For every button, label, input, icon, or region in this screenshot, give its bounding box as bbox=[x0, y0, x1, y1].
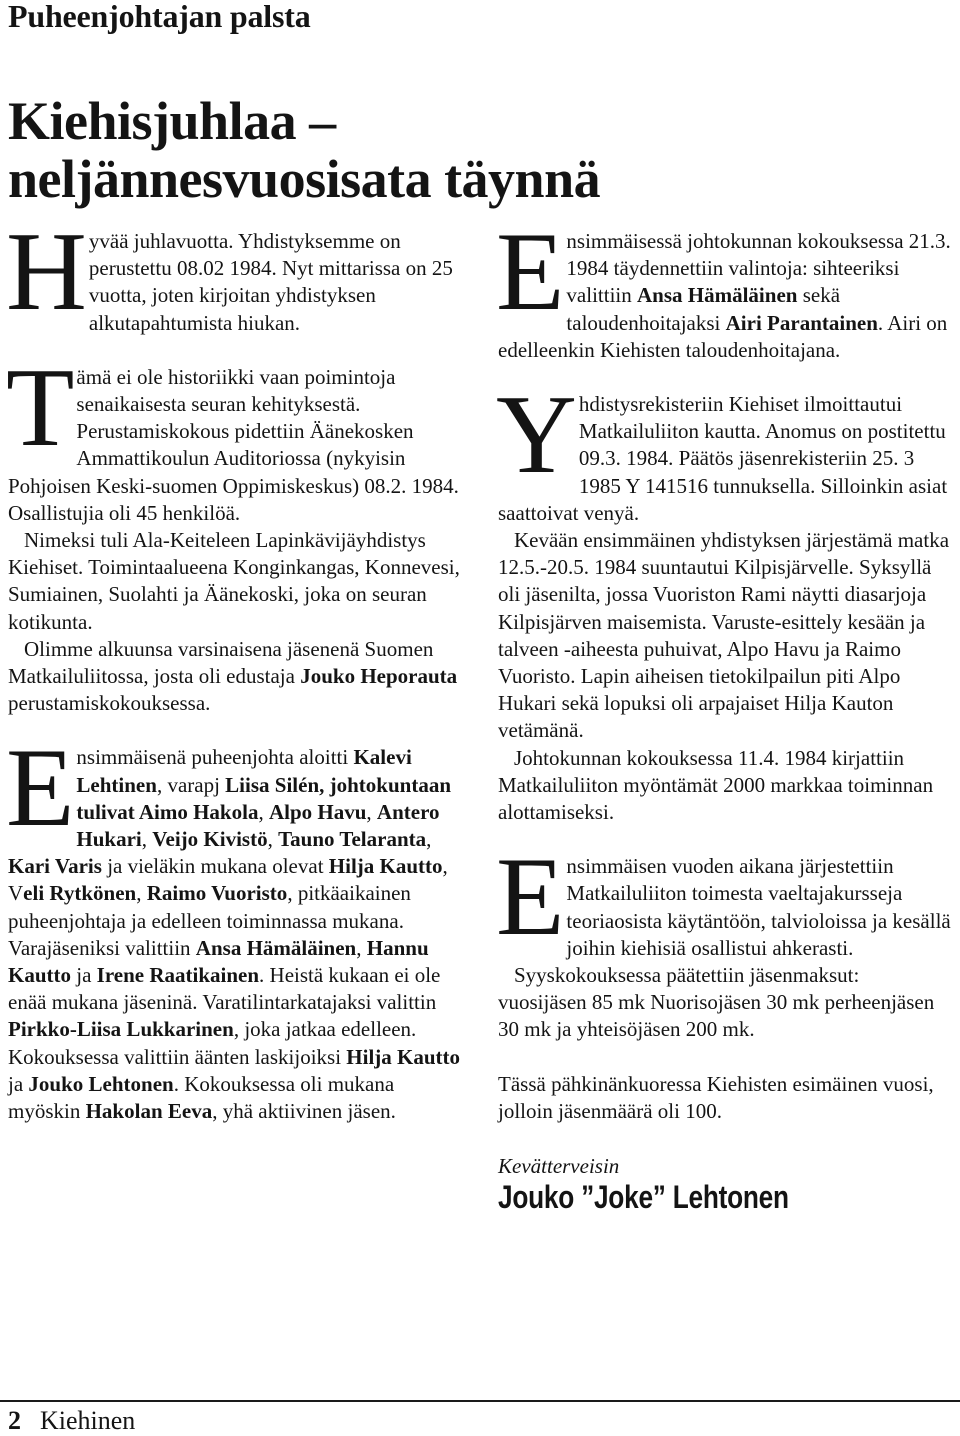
author-signature: Jouko ”Joke” Lehtonen bbox=[498, 1179, 789, 1216]
person-name: Liisa Silén, johtokuntaan tulivat Aimo Hakola bbox=[76, 772, 451, 824]
person-name: Ansa Hämäläinen bbox=[195, 935, 357, 960]
paragraph-registration bbox=[496, 373, 953, 527]
left-column bbox=[6, 210, 464, 1125]
paragraph-text: ämä ei ole historiikki vaan poimintoja senaikaisesta seuran kehityksestä. Perustamiskokous pidettiin Äänekosken Ammattikoulun Auditoriossa (nykyisin Pohjoisen Keski-suomen Oppimiskeskus) 08.2. 1984. Osallistujia oli 45 henkilöä. bbox=[8, 364, 459, 525]
publication-name: Kiehinen bbox=[40, 1406, 136, 1435]
person-name: Hilja Kautto bbox=[346, 1044, 461, 1069]
person-name: Airi Parantainen bbox=[725, 310, 878, 335]
person-name: Pirkko-Liisa Lukkarinen bbox=[8, 1017, 234, 1042]
title-line-1: Kiehisjuhlaa – bbox=[8, 91, 336, 151]
paragraph-first-trip: Kevään ensimmäinen yhdistyksen järjestämä matka 12.5.-20.5. 1984 suuntautui Kilpisjärvelle. Syksyllä oli jäsenilta, jossa Vuoriston Rami näytti diasarjoja Kilpisjärven maisemista. Varuste-esittely kesään ja talveen -aiheesta puhuivat, Alpo Havu ja Raimo Vuoristo. Lapin aiheisen tietokilpailun piti Alpo Hukari sekä lopuksi oli arpajaiset Hilja Kauton vetämänä. bbox=[498, 528, 950, 743]
right-column bbox=[496, 210, 953, 1216]
dropcap: E bbox=[496, 835, 565, 960]
paragraph-courses bbox=[496, 835, 953, 962]
dropcap: Y bbox=[496, 373, 577, 498]
paragraph-funding: Johtokunnan kokouksessa 11.4. 1984 kirjattiin Matkailuliiton myöntämät 2000 markkaa toiminnan alottamiseksi. bbox=[498, 745, 934, 825]
paragraph-founding bbox=[6, 345, 464, 527]
section-header: Puheenjohtajan palsta bbox=[8, 0, 311, 34]
person-name: Hilja Kautto bbox=[328, 854, 443, 879]
page-number: 2 bbox=[8, 1406, 21, 1435]
footer-rule bbox=[0, 1400, 960, 1402]
person-name: Hannu Kautto bbox=[8, 935, 429, 988]
person-name: Kari Varis bbox=[8, 854, 102, 879]
paragraph-summary: Tässä pähkinänkuoressa Kiehisten esimäinen vuosi, jolloin jäsenmäärä oli 100. bbox=[498, 1071, 934, 1123]
dropcap: E bbox=[496, 210, 565, 334]
dropcap: H bbox=[6, 210, 87, 334]
person-name: Raimo Vuoristo bbox=[146, 881, 288, 906]
paragraph-first-board: Ensimmäisenä puheenjohta aloitti Kalevi Lehtinen, varapj Liisa Silén, johtokuntaan tulivat Aimo Hakola, Alpo Havu, Antero Hukari, Veijo Kivistö, Tauno Telaranta, Kari Varis ja vieläkin mukana olevat Hilja Kautto, Veli Rytkönen, Raimo Vuoristo, pitkäaikainen puheenjohtaja ja edelleen toiminnassa mukana. Varajäseniksi valittiin Ansa Hämäläinen, Hannu Kautto ja Irene Raatikainen. Heistä kukaan ei ole enää mukana jäseninä. Varatilintarkatajaksi valittin Pirkko-Liisa Lukkarinen, joka jatkaa edelleen. Kokouksessa valittiin äänten laskijoiksi Hilja Kautto ja Jouko Lehtonen. Kokouksessa oli mukana myöskin Hakolan Eeva, yhä aktiivinen jäsen. bbox=[6, 726, 461, 1124]
person-name: Ansa Hämäläinen bbox=[637, 283, 798, 308]
article-title bbox=[8, 92, 600, 208]
paragraph-intro bbox=[6, 210, 464, 337]
paragraph-membership: Olimme alkuunsa varsinaisena jäsenenä Suomen Matkailuliitossa, josta oli edustaja Jouko Heporauta perustamiskokouksessa. bbox=[8, 636, 458, 716]
paragraph-name: Nimeksi tuli Ala-Keiteleen Lapinkävijäyhdistys Kiehiset. Toimintaalueena Konginkangas, Konnevesi, Sumiainen, Suolahti ja Äänekoski, joka on seuran kotikunta. bbox=[8, 528, 460, 634]
person-name: Alpo Havu bbox=[268, 799, 367, 824]
paragraph-text: nsimmäisen vuoden aikana järjestettiin Matkailuliiton toimesta vaeltajakursseja teoriaosista käytäntöön, talvioloissa ja kesällä joihin kiehisiä osallistui ahkerasti. bbox=[566, 854, 951, 960]
paragraph-text: yvää juhlavuotta. Yhdistyksemme on perustettu 08.02 1984. Nyt mittarissa on 25 vuotta, joten kirjoitan yhdistyksen alkutapahtumista hiukan. bbox=[88, 229, 453, 335]
person-name: Hakolan Eeva bbox=[85, 1099, 213, 1124]
person-name: Tauno Telaranta bbox=[278, 827, 427, 852]
dropcap: E bbox=[6, 726, 75, 851]
person-name: Veijo Kivistö bbox=[152, 827, 268, 852]
paragraph-fees: Syyskokouksessa päätettiin jäsenmaksut: vuosijäsen 85 mk Nuorisojäsen 30 mk perheenjäsen 30 mk ja yhteisöjäsen 200 mk. bbox=[498, 963, 935, 1042]
person-name: Jouko Lehtonen bbox=[28, 1071, 174, 1096]
closing-greeting: Kevätterveisin bbox=[498, 1154, 620, 1179]
person-name: Antero Hukari bbox=[76, 799, 440, 852]
person-name: Jouko Heporauta bbox=[300, 664, 458, 689]
paragraph-first-meeting: Ensimmäisessä johtokunnan kokouksessa 21.3. 1984 täydennettiin valintoja: sihteeriksi valittiin Ansa Hämäläinen sekä taloudenhoitajaksi Airi Parantainen. Airi on edelleenkin Kiehisten taloudenhoitajana. bbox=[496, 210, 951, 362]
person-name: Kalevi Lehtinen bbox=[76, 745, 412, 797]
paragraph-text: hdistysrekisteriin Kiehiset ilmoittautui Matkailuliiton kautta. Anomus on postitettu 09.3. 1984. Päätös jäsenrekisteriin 25. 3 1985 Y 141516 tunnuksella. Silloinkin asiat saattoivat venyä. bbox=[498, 392, 948, 525]
person-name: Irene Raatikainen bbox=[96, 963, 260, 988]
person-name: eli Rytkönen bbox=[23, 881, 137, 906]
dropcap: T bbox=[6, 345, 75, 470]
title-line-2: neljännesvuosisata täynnä bbox=[8, 149, 601, 209]
